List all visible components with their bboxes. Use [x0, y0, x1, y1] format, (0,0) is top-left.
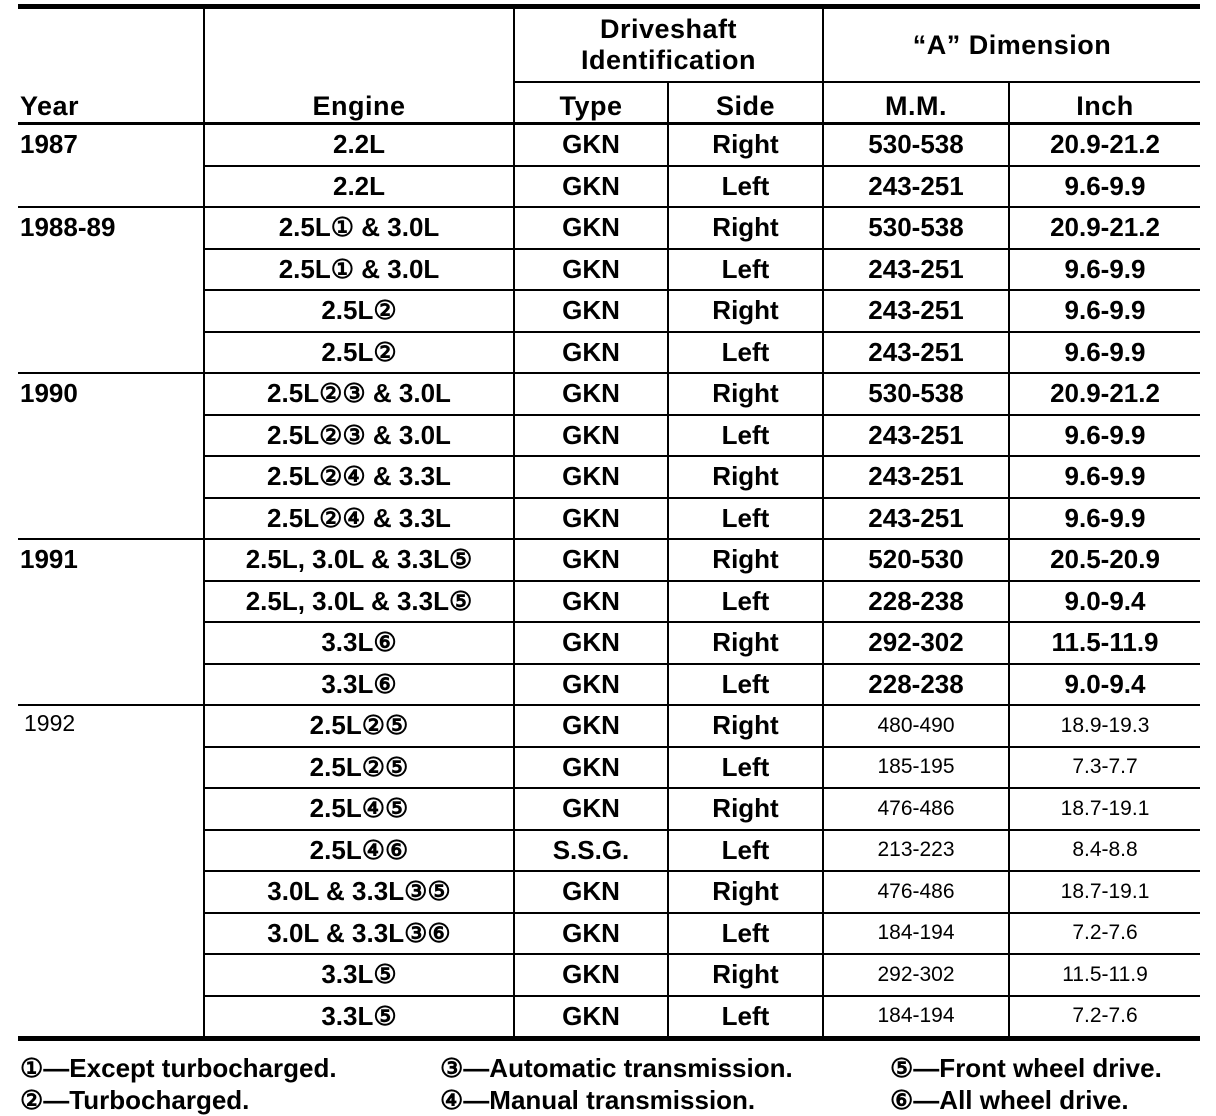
side-cell: Right — [668, 124, 823, 166]
side-cell: Left — [668, 498, 823, 540]
table-row — [18, 539, 1200, 581]
mm-cell: 476-486 — [823, 788, 1009, 830]
type-cell: GKN — [514, 581, 668, 623]
side-header: Side — [668, 82, 823, 124]
year-cell: 1990 — [18, 373, 204, 539]
side-cell: Left — [668, 415, 823, 457]
side-cell: Right — [668, 871, 823, 913]
driveshaft-dimension-table — [18, 4, 1200, 1041]
mm-cell: 520-530 — [823, 539, 1009, 581]
mm-cell: 228-238 — [823, 581, 1009, 623]
year-cell: 1987 — [18, 124, 204, 208]
footnotes-column-1 — [20, 1052, 337, 1116]
inch-cell: 9.0-9.4 — [1009, 581, 1200, 623]
inch-cell: 18.7-19.1 — [1009, 871, 1200, 913]
mm-cell: 530-538 — [823, 124, 1009, 166]
side-cell: Right — [668, 705, 823, 747]
footnote-manual-transmission: ④—Manual transmission. — [440, 1085, 756, 1115]
engine-cell: 2.5L② — [204, 332, 514, 374]
inch-cell: 9.6-9.9 — [1009, 498, 1200, 540]
table-row — [18, 124, 1200, 166]
engine-cell: 3.3L⑤ — [204, 954, 514, 996]
inch-cell: 9.0-9.4 — [1009, 664, 1200, 706]
mm-cell: 213-223 — [823, 830, 1009, 872]
side-cell: Right — [668, 622, 823, 664]
side-cell: Left — [668, 332, 823, 374]
mm-cell: 530-538 — [823, 373, 1009, 415]
type-cell: GKN — [514, 498, 668, 540]
inch-cell: 20.5-20.9 — [1009, 539, 1200, 581]
inch-cell: 8.4-8.8 — [1009, 830, 1200, 872]
engine-cell: 3.0L & 3.3L③⑥ — [204, 913, 514, 955]
side-cell: Left — [668, 249, 823, 291]
engine-cell: 2.5L② — [204, 290, 514, 332]
inch-cell: 9.6-9.9 — [1009, 249, 1200, 291]
type-cell: S.S.G. — [514, 830, 668, 872]
mm-cell: 184-194 — [823, 913, 1009, 955]
mm-cell: 228-238 — [823, 664, 1009, 706]
inch-cell: 11.5-11.9 — [1009, 954, 1200, 996]
side-cell: Left — [668, 166, 823, 208]
mm-cell: 243-251 — [823, 166, 1009, 208]
year-cell: 1988-89 — [18, 207, 204, 373]
mm-cell: 243-251 — [823, 290, 1009, 332]
footnote-automatic-transmission: ③—Automatic transmission. — [440, 1053, 793, 1083]
engine-cell: 2.5L, 3.0L & 3.3L⑤ — [204, 539, 514, 581]
type-cell: GKN — [514, 788, 668, 830]
side-cell: Left — [668, 996, 823, 1039]
engine-cell: 2.5L②④ & 3.3L — [204, 498, 514, 540]
mm-cell: 184-194 — [823, 996, 1009, 1039]
engine-cell: 2.5L②③ & 3.0L — [204, 373, 514, 415]
engine-cell: 2.5L②③ & 3.0L — [204, 415, 514, 457]
engine-header: Engine — [204, 7, 514, 124]
inch-cell: 20.9-21.2 — [1009, 207, 1200, 249]
inch-cell: 9.6-9.9 — [1009, 332, 1200, 374]
footnote-turbocharged: ②—Turbocharged. — [20, 1085, 250, 1115]
engine-cell: 3.3L⑤ — [204, 996, 514, 1039]
inch-cell: 18.7-19.1 — [1009, 788, 1200, 830]
side-cell: Right — [668, 954, 823, 996]
side-cell: Left — [668, 913, 823, 955]
type-cell: GKN — [514, 664, 668, 706]
type-cell: GKN — [514, 166, 668, 208]
table-row — [18, 207, 1200, 249]
side-cell: Left — [668, 747, 823, 789]
engine-cell: 2.2L — [204, 124, 514, 166]
engine-cell: 3.0L & 3.3L③⑤ — [204, 871, 514, 913]
side-cell: Right — [668, 456, 823, 498]
engine-cell: 3.3L⑥ — [204, 622, 514, 664]
footnote-front-wheel-drive: ⑤—Front wheel drive. — [890, 1053, 1162, 1083]
side-cell: Right — [668, 207, 823, 249]
type-cell: GKN — [514, 415, 668, 457]
type-cell: GKN — [514, 996, 668, 1039]
mm-cell: 292-302 — [823, 954, 1009, 996]
mm-cell: 243-251 — [823, 456, 1009, 498]
type-header: Type — [514, 82, 668, 124]
type-cell: GKN — [514, 539, 668, 581]
mm-cell: 530-538 — [823, 207, 1009, 249]
year-header: Year — [18, 7, 204, 124]
type-cell: GKN — [514, 705, 668, 747]
driveshaft-identification-header: Driveshaft Identification — [514, 7, 823, 83]
inch-cell: 18.9-19.3 — [1009, 705, 1200, 747]
engine-cell: 2.5L① & 3.0L — [204, 207, 514, 249]
type-cell: GKN — [514, 207, 668, 249]
inch-cell: 9.6-9.9 — [1009, 166, 1200, 208]
table-row — [18, 705, 1200, 747]
mm-cell: 243-251 — [823, 249, 1009, 291]
type-cell: GKN — [514, 373, 668, 415]
inch-cell: 7.3-7.7 — [1009, 747, 1200, 789]
side-cell: Right — [668, 788, 823, 830]
footnotes-column-3 — [890, 1052, 1162, 1116]
mm-header: M.M. — [823, 82, 1009, 124]
type-cell: GKN — [514, 456, 668, 498]
mm-cell: 243-251 — [823, 498, 1009, 540]
engine-cell: 2.2L — [204, 166, 514, 208]
inch-cell: 9.6-9.9 — [1009, 290, 1200, 332]
type-cell: GKN — [514, 290, 668, 332]
inch-cell: 11.5-11.9 — [1009, 622, 1200, 664]
footnote-except-turbocharged: ①—Except turbocharged. — [20, 1053, 337, 1083]
inch-cell: 7.2-7.6 — [1009, 913, 1200, 955]
year-cell: 1991 — [18, 539, 204, 705]
inch-cell: 7.2-7.6 — [1009, 996, 1200, 1039]
engine-cell: 2.5L②④ & 3.3L — [204, 456, 514, 498]
footnotes-column-2 — [440, 1052, 793, 1116]
engine-cell: 2.5L, 3.0L & 3.3L⑤ — [204, 581, 514, 623]
mm-cell: 185-195 — [823, 747, 1009, 789]
side-cell: Right — [668, 290, 823, 332]
inch-cell: 9.6-9.9 — [1009, 456, 1200, 498]
side-cell: Left — [668, 581, 823, 623]
inch-cell: 9.6-9.9 — [1009, 415, 1200, 457]
type-cell: GKN — [514, 747, 668, 789]
type-cell: GKN — [514, 332, 668, 374]
mm-cell: 243-251 — [823, 332, 1009, 374]
type-cell: GKN — [514, 871, 668, 913]
inch-cell: 20.9-21.2 — [1009, 124, 1200, 166]
type-cell: GKN — [514, 913, 668, 955]
engine-cell: 2.5L① & 3.0L — [204, 249, 514, 291]
inch-header: Inch — [1009, 82, 1200, 124]
engine-cell: 2.5L④⑥ — [204, 830, 514, 872]
engine-cell: 2.5L②⑤ — [204, 705, 514, 747]
engine-cell: 2.5L②⑤ — [204, 747, 514, 789]
mm-cell: 243-251 — [823, 415, 1009, 457]
mm-cell: 480-490 — [823, 705, 1009, 747]
inch-cell: 20.9-21.2 — [1009, 373, 1200, 415]
side-cell: Left — [668, 664, 823, 706]
engine-cell: 3.3L⑥ — [204, 664, 514, 706]
side-cell: Right — [668, 373, 823, 415]
a-dimension-header: “A” Dimension — [823, 7, 1200, 83]
mm-cell: 292-302 — [823, 622, 1009, 664]
type-cell: GKN — [514, 124, 668, 166]
side-cell: Left — [668, 830, 823, 872]
type-cell: GKN — [514, 954, 668, 996]
year-cell: 1992 — [18, 705, 204, 1039]
footnote-all-wheel-drive: ⑥—All wheel drive. — [890, 1085, 1129, 1115]
table-row — [18, 373, 1200, 415]
side-cell: Right — [668, 539, 823, 581]
type-cell: GKN — [514, 622, 668, 664]
mm-cell: 476-486 — [823, 871, 1009, 913]
type-cell: GKN — [514, 249, 668, 291]
table-body — [18, 124, 1200, 1039]
engine-cell: 2.5L④⑤ — [204, 788, 514, 830]
